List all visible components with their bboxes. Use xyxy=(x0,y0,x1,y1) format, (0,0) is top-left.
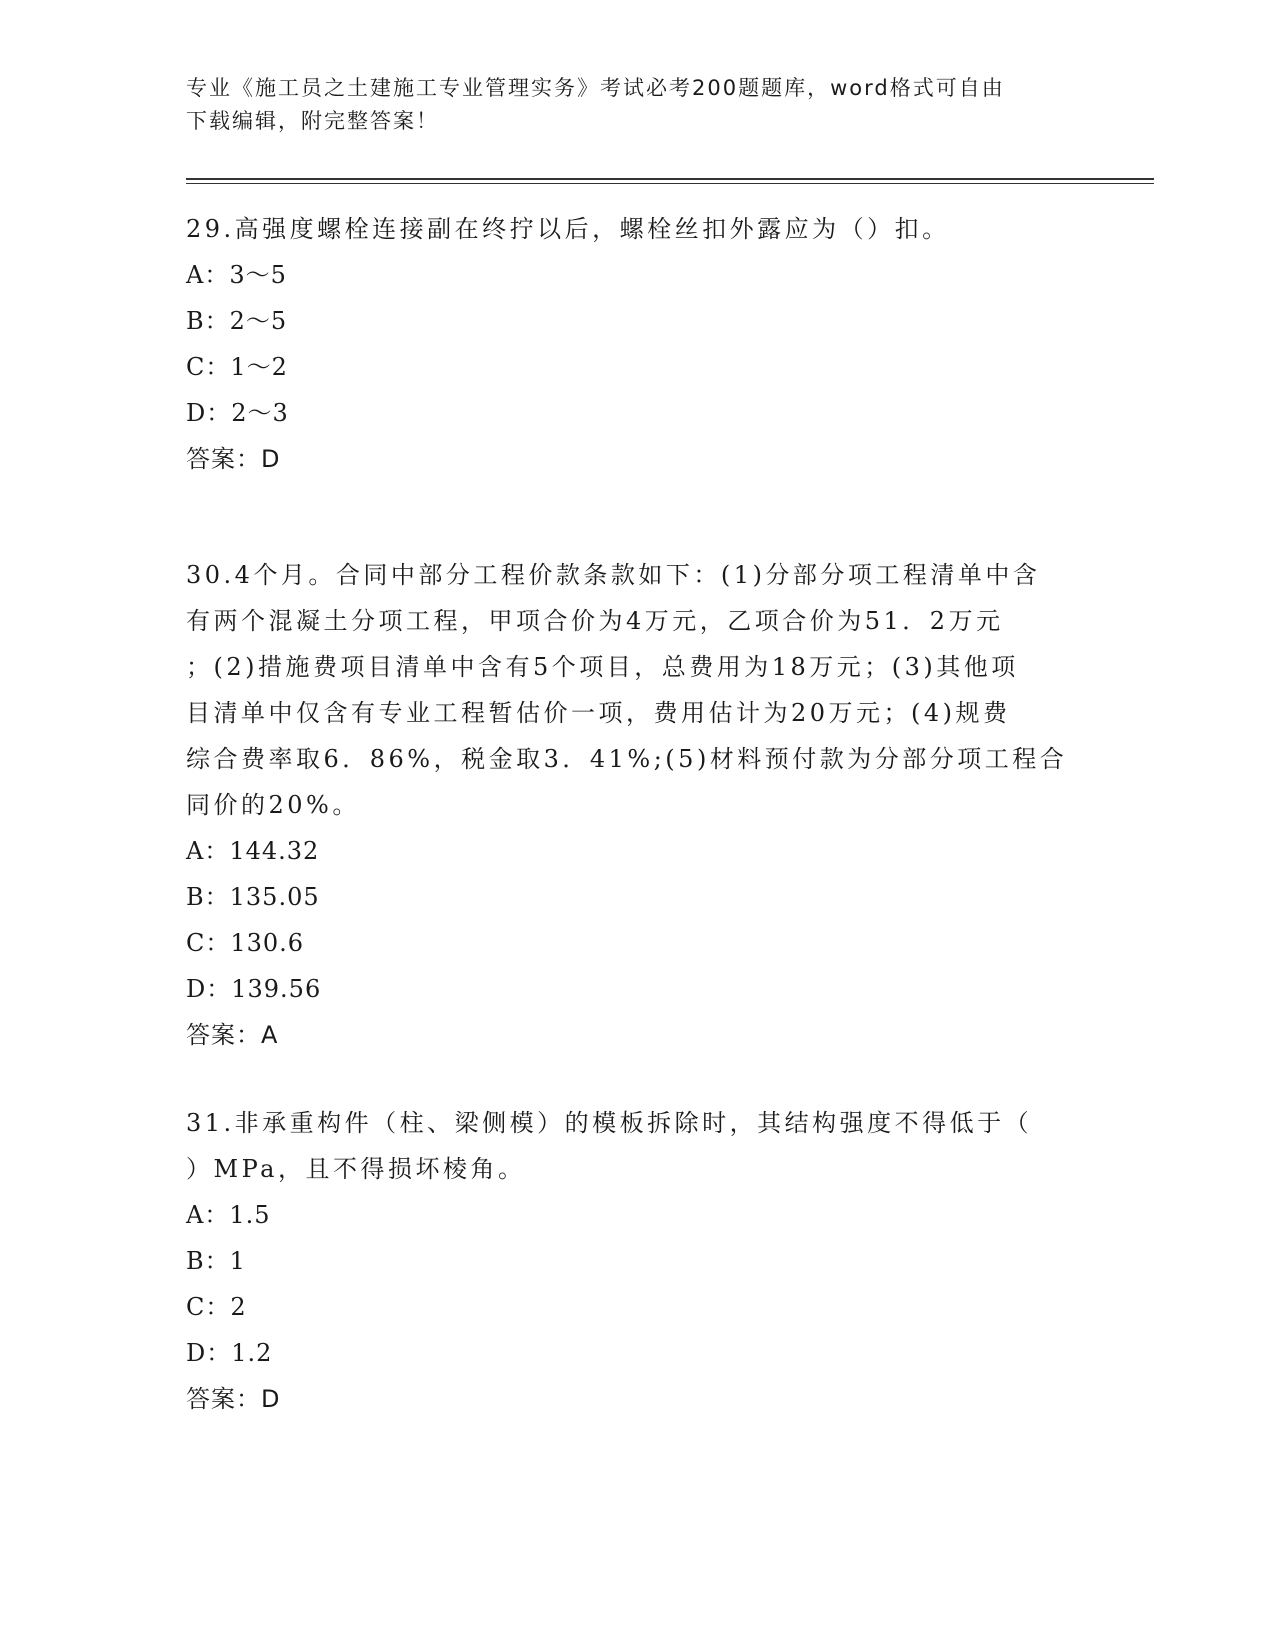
question-text-line: 综合费率取6．86%，税金取3．41%;(5)材料预付款为分部分项工程合 xyxy=(186,745,1068,773)
option-a: A：3～5 xyxy=(186,261,287,289)
question-text-line: ）MPa，且不得损坏棱角。 xyxy=(186,1155,526,1183)
option-a: A：144.32 xyxy=(186,837,320,865)
question-text-line: 31.非承重构件（柱、梁侧模）的模板拆除时，其结构强度不得低于（ xyxy=(186,1109,1033,1137)
header-line-1: 专业《施工员之土建施工专业管理实务》考试必考200题题库，word格式可自由 xyxy=(186,76,1005,100)
option-b: B：135.05 xyxy=(186,883,320,911)
answer-label: 答案：D xyxy=(186,1385,281,1413)
option-b: B：1 xyxy=(186,1247,246,1275)
question-30 xyxy=(186,552,1086,1058)
header-line-2: 下载编辑，附完整答案！ xyxy=(186,109,439,133)
header-divider-thin xyxy=(186,183,1154,184)
question-text-line: ；(2)措施费项目清单中含有5个项目，总费用为18万元；(3)其他项 xyxy=(186,653,1019,681)
option-d: D：139.56 xyxy=(186,975,322,1003)
question-31 xyxy=(186,1100,1086,1422)
option-c: C：130.6 xyxy=(186,929,305,957)
option-d: D：1.2 xyxy=(186,1339,273,1367)
header-divider-thick xyxy=(186,178,1154,180)
option-d: D：2～3 xyxy=(186,399,289,427)
question-text-line: 有两个混凝土分项工程，甲项合价为4万元，乙项合价为51．2万元 xyxy=(186,607,1004,635)
option-c: C：2 xyxy=(186,1293,247,1321)
question-text-line: 30.4个月。合同中部分工程价款条款如下：(1)分部分项工程清单中含 xyxy=(186,561,1041,589)
question-text-line: 29.高强度螺栓连接副在终拧以后，螺栓丝扣外露应为（）扣。 xyxy=(186,215,950,243)
option-c: C：1～2 xyxy=(186,353,288,381)
option-a: A：1.5 xyxy=(186,1201,271,1229)
document-header xyxy=(186,72,1086,138)
question-text-line: 同价的20%。 xyxy=(186,791,360,819)
answer-label: 答案：D xyxy=(186,445,281,473)
answer-label: 答案：A xyxy=(186,1021,279,1049)
question-text-line: 目清单中仅含有专业工程暂估价一项，费用估计为20万元；(4)规费 xyxy=(186,699,1011,727)
question-29 xyxy=(186,206,1086,482)
option-b: B：2～5 xyxy=(186,307,288,335)
